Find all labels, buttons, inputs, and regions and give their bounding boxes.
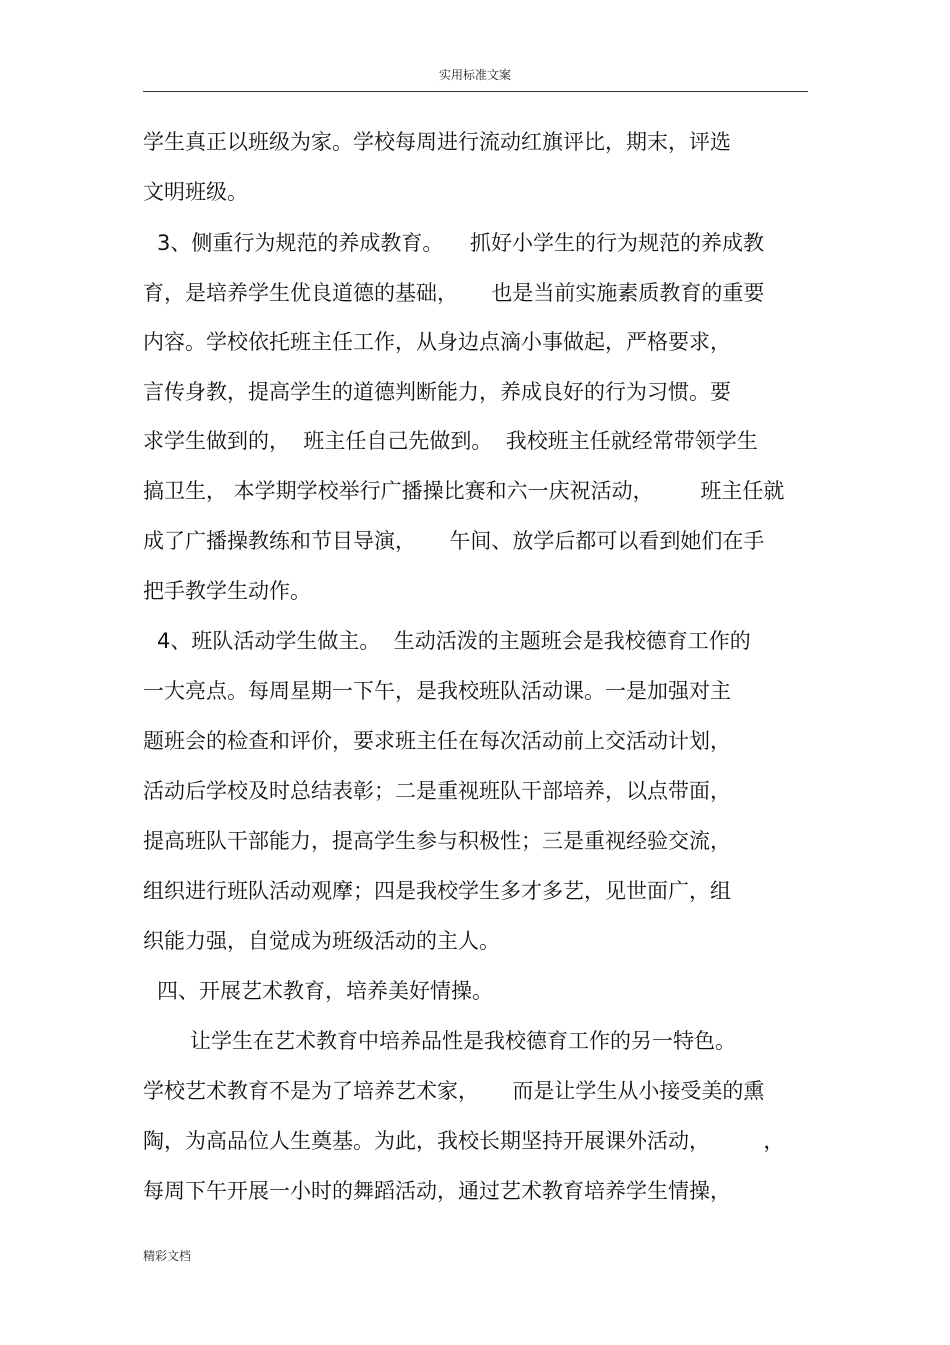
text-line: 文明班级。 xyxy=(143,180,248,204)
text-line: 4、班队活动学生做主。 生动活泼的主题班会是我校德育工作的 xyxy=(157,629,751,653)
text-line: 把手教学生动作。 xyxy=(143,579,311,603)
header-divider xyxy=(143,91,808,92)
text-line: 每周下午开展一小时的舞蹈活动，通过艺术教育培养学生情操， xyxy=(143,1179,731,1203)
text-line: 学校艺术教育不是为了培养艺术家， 而是让学生从小接受美的熏 xyxy=(143,1079,765,1103)
text-line: 组织进行班队活动观摩；四是我校学生多才多艺，见世面广，组 xyxy=(143,879,731,903)
text-line: 3、侧重行为规范的养成教育。 抓好小学生的行为规范的养成教 xyxy=(157,231,765,255)
text-line: 活动后学校及时总结表彰；二是重视班队干部培养，以点带面， xyxy=(143,779,731,803)
text-line: 育，是培养学生优良道德的基础， 也是当前实施素质教育的重要 xyxy=(143,281,765,305)
text-line: 言传身教，提高学生的道德判断能力，养成良好的行为习惯。要 xyxy=(143,380,731,404)
text-line: 成了广播操教练和节目导演， 午间、放学后都可以看到她们在手 xyxy=(143,529,765,553)
text-line: 题班会的检查和评价，要求班主任在每次活动前上交活动计划， xyxy=(143,729,731,753)
text-line: 一大亮点。每周星期一下午，是我校班队活动课。一是加强对主 xyxy=(143,679,731,703)
text-line: 陶，为高品位人生奠基。为此，我校长期坚持开展课外活动， ， xyxy=(143,1129,785,1153)
text-line: 提高班队干部能力，提高学生参与积极性；三是重视经验交流， xyxy=(143,829,731,853)
page-header-title: 实用标准文案 xyxy=(438,68,511,82)
section-heading: 四、开展艺术教育，培养美好情操。 xyxy=(157,979,493,1003)
text-line: 织能力强，自觉成为班级活动的主人。 xyxy=(143,929,500,953)
page-footer-label: 精彩文档 xyxy=(143,1249,192,1263)
text-line: 学生真正以班级为家。学校每周进行流动红旗评比，期末，评选 xyxy=(143,130,731,154)
text-line: 搞卫生， 本学期学校举行广播操比赛和六一庆祝活动， 班主任就 xyxy=(143,479,785,503)
text-line: 内容。学校依托班主任工作，从身边点滴小事做起，严格要求， xyxy=(143,330,731,354)
text-line: 求学生做到的， 班主任自己先做到。 我校班主任就经常带领学生 xyxy=(143,429,758,453)
text-line: 让学生在艺术教育中培养品性是我校德育工作的另一特色。 xyxy=(190,1029,736,1053)
